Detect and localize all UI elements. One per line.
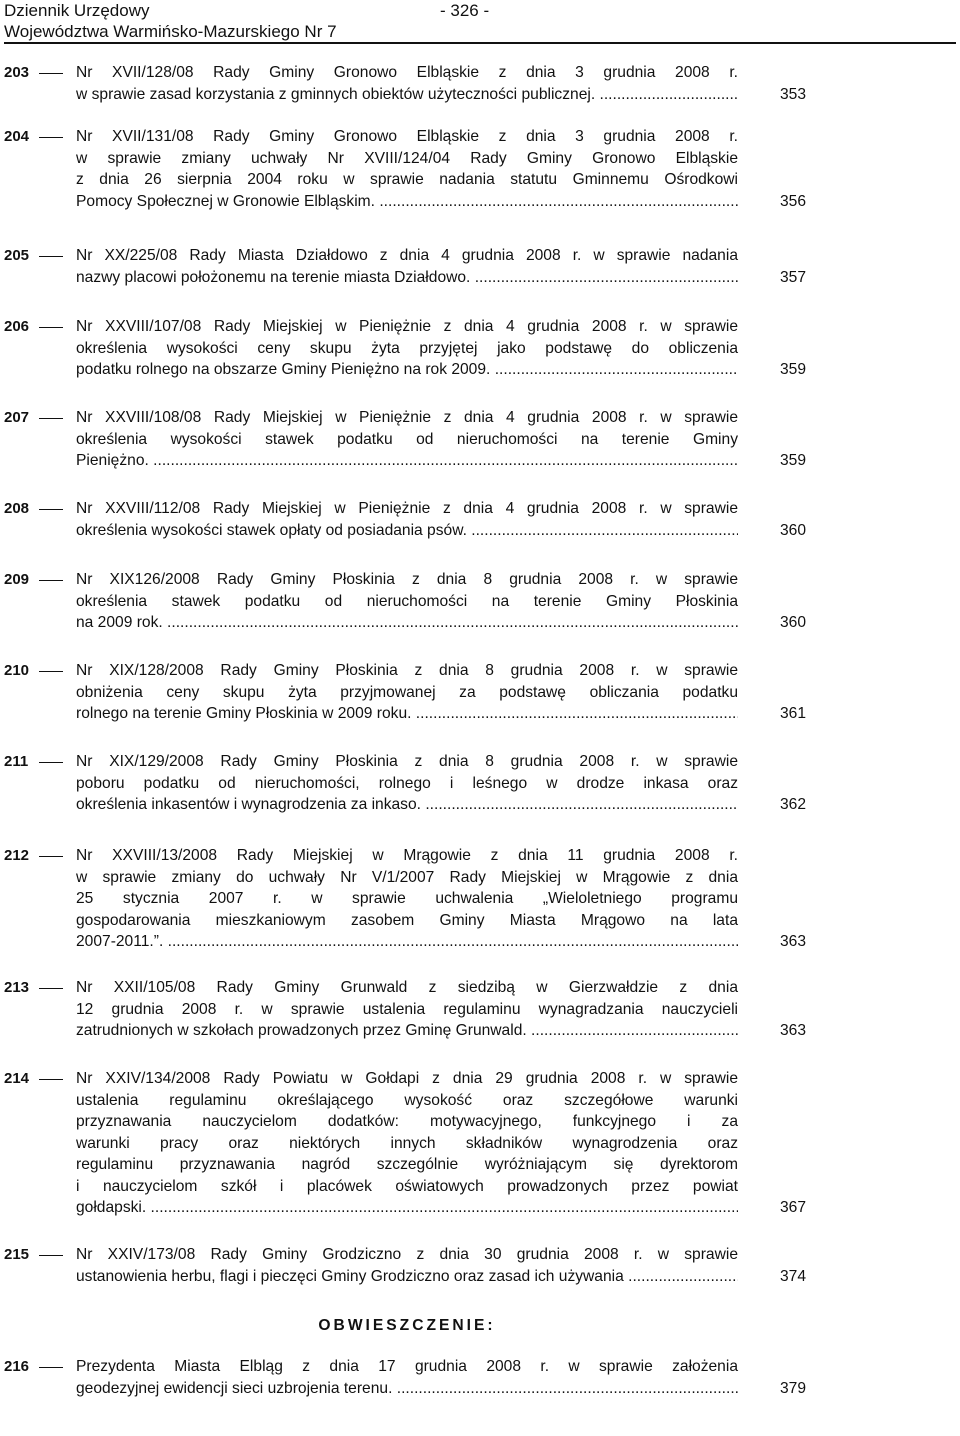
entry-title-line: Nr XXVIII/108/08 Rady Miejskiej w Pieniężnie z dnia 4 grudnia 2008 r. w sprawie xyxy=(76,409,738,426)
entry-number: 205 xyxy=(4,247,30,264)
entry-title-line: poboru podatku od nieruchomości, rolnego i leśnego w drodze inkasa oraz xyxy=(76,774,738,792)
entry-page-number: 359 xyxy=(780,452,807,469)
entry-page-number: 379 xyxy=(780,1379,807,1397)
entry-title-last-line: 2007-2011.”. ..... xyxy=(76,931,738,953)
entry-title-last-line: Pieniężno. ..... xyxy=(76,450,738,472)
entry-title-line: określenia wysokości stawek podatku od nieruchomości na terenie Gminy xyxy=(76,430,738,448)
entry-page-number: 360 xyxy=(780,521,807,539)
entry-title-last-line: zatrudnionych w szkołach prowadzonych przez Gminę Grunwald. ..... xyxy=(76,1020,738,1042)
entry-dash xyxy=(39,988,63,989)
entry-title xyxy=(76,977,738,1042)
entry-dash xyxy=(39,509,63,510)
entry-title-last-line: geodezyjnej ewidencji sieci uzbrojenia terenu. ..... xyxy=(76,1378,738,1400)
entry-dash xyxy=(39,137,63,138)
entry-title-line: Nr XVII/131/08 Rady Gminy Gronowo Elbląskie z dnia 3 grudnia 2008 r. xyxy=(76,128,738,145)
entry-dash xyxy=(39,1079,63,1080)
entry-title-line: 12 grudnia 2008 r. w sprawie ustalenia regulaminu wynagradzania nauczycieli xyxy=(76,1000,738,1018)
entry-title-last-line: gołdapski. ..... xyxy=(76,1197,738,1219)
entry-dash xyxy=(39,580,63,581)
entry-number: 214 xyxy=(4,1070,30,1087)
entry-title-last-line: ustanowienia herbu, flagi i pieczęci Gminy Grodziczno oraz zasad ich używania ..... xyxy=(76,1266,738,1288)
entry-dash xyxy=(39,73,63,74)
entry-number: 215 xyxy=(4,1246,30,1263)
entry-title xyxy=(76,845,738,953)
entry-title-line: Nr XIX/128/2008 Rady Gminy Płoskinia z dnia 8 grudnia 2008 r. w sprawie xyxy=(76,662,738,679)
entry-title xyxy=(76,751,738,816)
entry-page-number: 367 xyxy=(780,1199,807,1216)
entry-title-line: Nr XXVIII/13/2008 Rady Miejskiej w Mrągowie z dnia 11 grudnia 2008 r. xyxy=(76,847,738,864)
entry-title-line: w sprawie zmiany uchwały Nr XVIII/124/04 Rady Gminy Gronowo Elbląskie xyxy=(76,149,738,167)
entry-dash xyxy=(39,762,63,763)
entry-page-number: 363 xyxy=(780,1022,807,1039)
entry-title-last-line: Pomocy Społecznej w Gronowie Elbląskim. ..... xyxy=(76,191,738,213)
entry-title-line: przyznawania nauczycielom dodatków: motywacyjnego, funkcyjnego i za xyxy=(76,1113,738,1130)
entry-title xyxy=(76,407,738,472)
entry-page-number: 356 xyxy=(780,192,807,210)
entry-number: 213 xyxy=(4,979,30,996)
entry-page-number: 359 xyxy=(780,361,807,378)
entry-title-line: w sprawie zmiany do uchwały Nr V/1/2007 Rady Miejskiej w Mrągowie z dnia xyxy=(76,868,738,886)
entry-title-line: Nr XVII/128/08 Rady Gminy Gronowo Elbląskie z dnia 3 grudnia 2008 r. xyxy=(76,64,738,81)
entry-page-number: 353 xyxy=(780,85,807,103)
entry-dash xyxy=(39,256,63,257)
entry-page-number: 363 xyxy=(780,933,807,950)
entry-page-number: 361 xyxy=(780,705,807,722)
entry-dash xyxy=(39,1367,63,1368)
entry-title-line: Nr XIX126/2008 Rady Gminy Płoskinia z dnia 8 grudnia 2008 r. w sprawie xyxy=(76,571,738,588)
entry-number: 207 xyxy=(4,409,30,426)
entry-number: 204 xyxy=(4,128,30,145)
entry-title xyxy=(76,660,738,725)
entry-number: 211 xyxy=(4,753,29,770)
entry-title-line: i nauczycielom szkół i placówek oświatowych prowadzonych przez powiat xyxy=(76,1177,738,1195)
section-title: OBWIESZCZENIE: xyxy=(318,1317,496,1334)
entry-page-number: 374 xyxy=(780,1267,807,1285)
entry-title xyxy=(76,62,738,105)
entry-title-last-line: określenia inkasentów i wynagrodzenia za inkaso. ..... xyxy=(76,794,738,816)
entry-number: 203 xyxy=(4,64,30,81)
entry-dash xyxy=(39,418,63,419)
entry-title xyxy=(76,126,738,212)
journal-title-line1: Dziennik Urzędowy xyxy=(4,1,150,20)
entry-title-line: określenia stawek podatku od nieruchomości na terenie Gminy Płoskinia xyxy=(76,592,738,610)
entry-page-number: 362 xyxy=(780,796,807,813)
entry-dash xyxy=(39,327,63,328)
entry-title-line: Nr XX/225/08 Rady Miasta Działdowo z dnia 4 grudnia 2008 r. w sprawie nadania xyxy=(76,247,738,264)
entry-title-line: Nr XXIV/134/2008 Rady Powiatu w Gołdapi z dnia 29 grudnia 2008 r. w sprawie xyxy=(76,1070,738,1087)
entry-title-line: Nr XIX/129/2008 Rady Gminy Płoskinia z dnia 8 grudnia 2008 r. w sprawie xyxy=(76,753,738,770)
entry-title xyxy=(76,316,738,381)
entry-title xyxy=(76,569,738,634)
entry-title-line: warunki pracy oraz niektórych innych składników wynagrodzenia oraz xyxy=(76,1134,738,1152)
entry-number: 210 xyxy=(4,662,30,679)
entry-title-line: Nr XXVIII/112/08 Rady Miejskiej w Pieniężnie z dnia 4 grudnia 2008 r. w sprawie xyxy=(76,500,738,517)
entry-title xyxy=(76,1244,738,1287)
entry-title xyxy=(76,1356,738,1399)
entry-title-line: Nr XXII/105/08 Rady Gminy Grunwald z siedzibą w Gierzwałdzie z dnia xyxy=(76,979,738,996)
entry-dash xyxy=(39,856,63,857)
entry-title-last-line: podatku rolnego na obszarze Gminy Pieniężno na rok 2009. ..... xyxy=(76,359,738,381)
entry-title xyxy=(76,1068,738,1219)
entry-number: 208 xyxy=(4,500,30,517)
journal-title-line2: Województwa Warmińsko-Mazurskiego Nr 7 xyxy=(4,22,337,41)
entry-title-line: regulaminu przyznawania nagród szczególnie wyróżniającym się dyrektorom xyxy=(76,1156,738,1173)
header-rule xyxy=(4,42,956,44)
entry-title-last-line: określenia wysokości stawek opłaty od posiadania psów. ..... xyxy=(76,520,738,542)
entry-dash xyxy=(39,671,63,672)
entry-title-line: 25 stycznia 2007 r. w sprawie uchwalenia „Wieloletniego programu xyxy=(76,890,738,907)
entry-title-line: Nr XXVIII/107/08 Rady Miejskiej w Pieniężnie z dnia 4 grudnia 2008 r. w sprawie xyxy=(76,318,738,335)
entry-title-last-line: nazwy placowi położonemu na terenie miasta Działdowo. ..... xyxy=(76,267,738,289)
entry-title xyxy=(76,498,738,541)
entry-title-last-line: na 2009 rok. ..... xyxy=(76,612,738,634)
entry-title-line: Nr XXIV/173/08 Rady Gminy Grodziczno z dnia 30 grudnia 2008 r. w sprawie xyxy=(76,1246,738,1263)
entry-title-last-line: w sprawie zasad korzystania z gminnych obiektów użyteczności publicznej. ..... xyxy=(76,84,738,106)
page-header xyxy=(4,0,956,44)
entry-title-line: określenia wysokości ceny skupu żyta przyjętej jako podstawę do obliczenia xyxy=(76,339,738,357)
entry-page-number: 357 xyxy=(780,268,807,286)
journal-title xyxy=(4,0,337,42)
entry-number: 212 xyxy=(4,847,30,864)
entry-page-number: 360 xyxy=(780,614,807,631)
entry-title-line: gospodarowania mieszkaniowym zasobem Gminy Miasta Mrągowo na lata xyxy=(76,911,738,929)
entry-title-last-line: rolnego na terenie Gminy Płoskinia w 2009 roku. ..... xyxy=(76,703,738,725)
entry-dash xyxy=(39,1255,63,1256)
page-number: - 326 - xyxy=(440,1,490,20)
entry-title-line: Prezydenta Miasta Elbląg z dnia 17 grudnia 2008 r. w sprawie założenia xyxy=(76,1358,738,1375)
entry-number: 206 xyxy=(4,318,30,335)
entry-title-line: ustalenia regulaminu określającego wysokość oraz szczegółowe warunki xyxy=(76,1091,738,1109)
entry-title-line: obniżenia ceny skupu żyta przyjmowanej za podstawę obliczania podatku xyxy=(76,683,738,701)
entry-number: 209 xyxy=(4,571,30,588)
entry-title-line: z dnia 26 sierpnia 2004 roku w sprawie nadania statutu Gminnemu Ośrodkowi xyxy=(76,171,738,188)
entry-number: 216 xyxy=(4,1358,30,1375)
entry-title xyxy=(76,245,738,288)
